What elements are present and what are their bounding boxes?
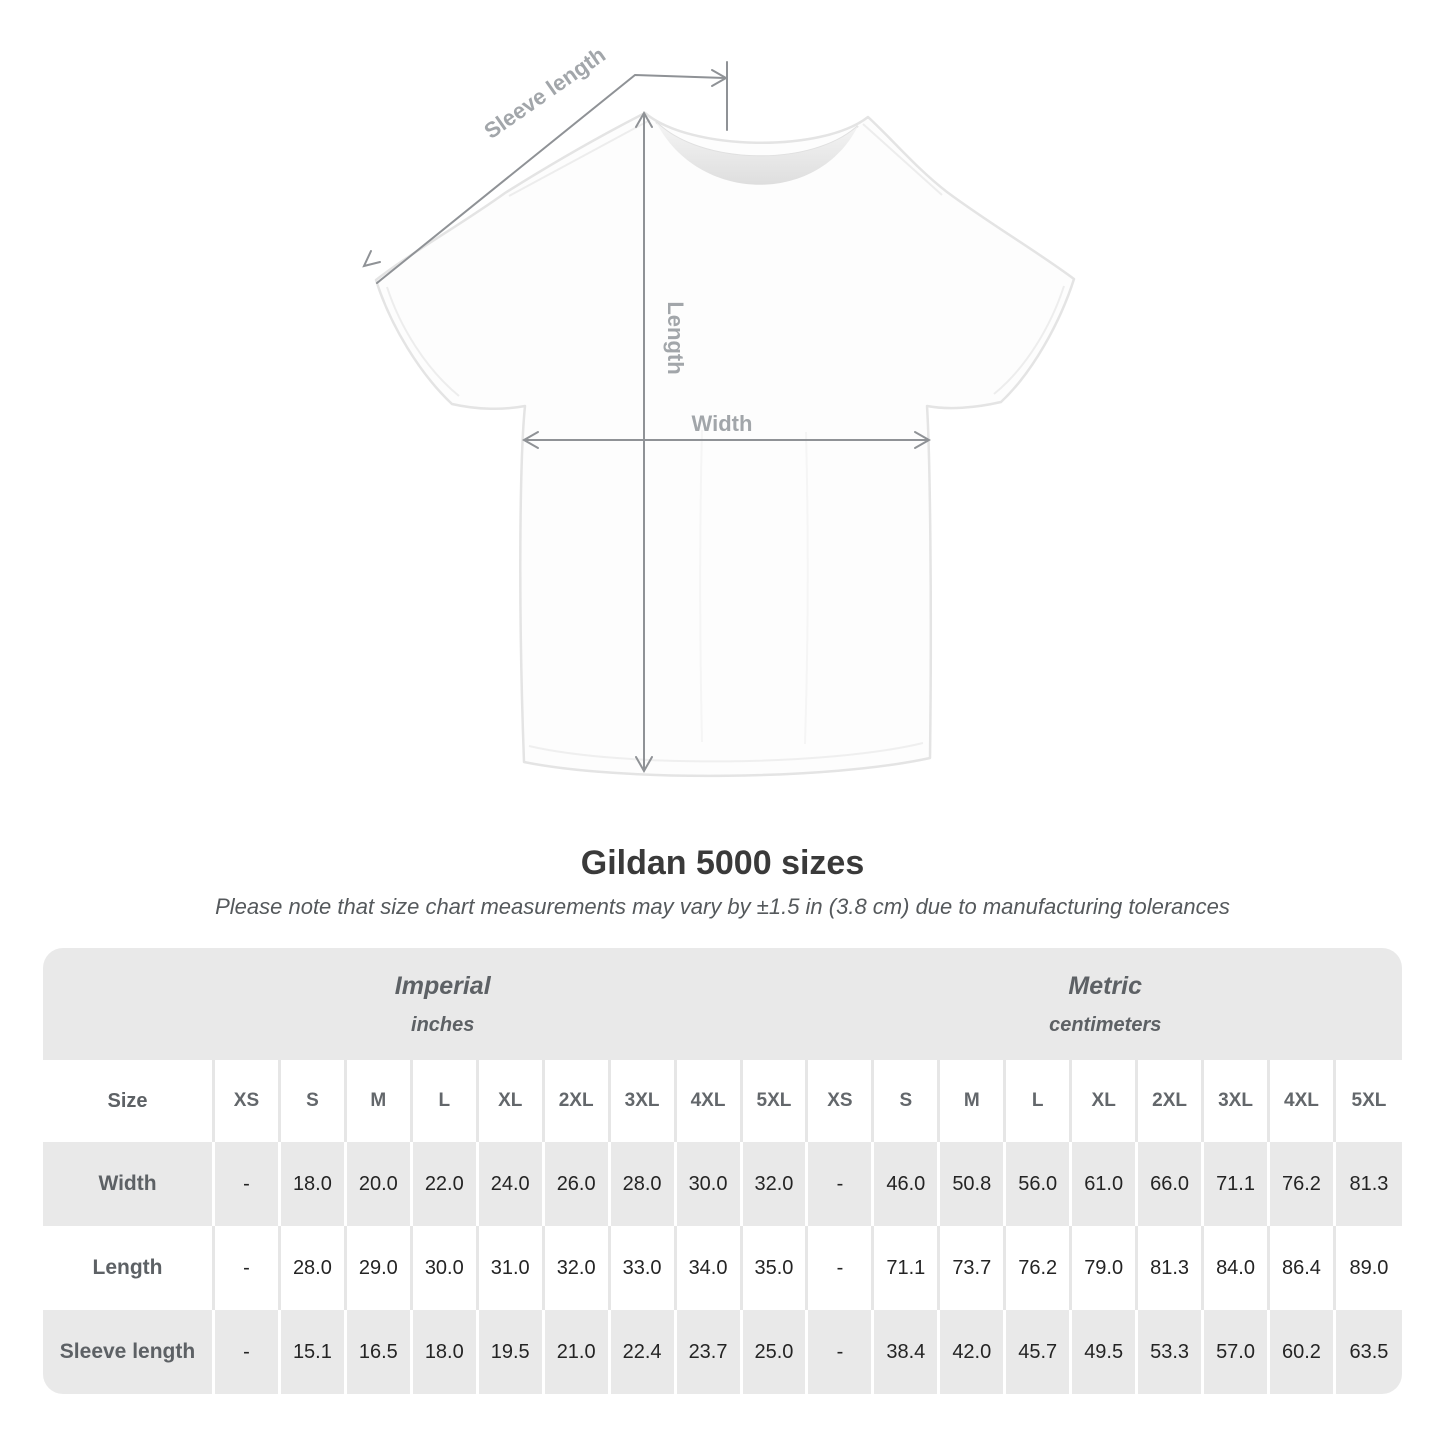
metric-unit-label: centimeters bbox=[1049, 1013, 1162, 1036]
value-cell: 32.0 bbox=[545, 1226, 611, 1310]
value-cell: 26.0 bbox=[545, 1142, 611, 1226]
value-cell: 35.0 bbox=[743, 1226, 809, 1310]
row-label-sleeve-length: Sleeve length bbox=[43, 1310, 215, 1394]
value-cell: 81.3 bbox=[1336, 1142, 1402, 1226]
value-cell: 50.8 bbox=[940, 1142, 1006, 1226]
value-cell: - bbox=[808, 1226, 874, 1310]
value-cell: 28.0 bbox=[281, 1226, 347, 1310]
value-cell: 23.7 bbox=[677, 1310, 743, 1394]
size-col-header-imperial: L bbox=[413, 1060, 479, 1142]
value-cell: 33.0 bbox=[611, 1226, 677, 1310]
tshirt-illustration bbox=[376, 113, 1074, 776]
value-cell: 25.0 bbox=[743, 1310, 809, 1394]
size-col-header-imperial: XL bbox=[479, 1060, 545, 1142]
heading bbox=[0, 843, 1445, 920]
value-cell: 32.0 bbox=[743, 1142, 809, 1226]
value-cell: 21.0 bbox=[545, 1310, 611, 1394]
value-cell: 63.5 bbox=[1336, 1310, 1402, 1394]
size-col-header-metric: XL bbox=[1072, 1060, 1138, 1142]
unit-section-row bbox=[43, 948, 1402, 1060]
value-cell: 45.7 bbox=[1006, 1310, 1072, 1394]
value-cell: 31.0 bbox=[479, 1226, 545, 1310]
value-cell: 22.4 bbox=[611, 1310, 677, 1394]
value-cell: 71.1 bbox=[874, 1226, 940, 1310]
size-col-header-metric: 3XL bbox=[1204, 1060, 1270, 1142]
length-label: Length bbox=[663, 301, 688, 375]
size-col-header-metric: 4XL bbox=[1270, 1060, 1336, 1142]
value-cell: 19.5 bbox=[479, 1310, 545, 1394]
value-cell: - bbox=[215, 1310, 281, 1394]
value-cell: 34.0 bbox=[677, 1226, 743, 1310]
size-col-header-imperial: 2XL bbox=[545, 1060, 611, 1142]
value-cell: 76.2 bbox=[1006, 1226, 1072, 1310]
size-col-header-imperial: S bbox=[281, 1060, 347, 1142]
table-row-length bbox=[43, 1226, 1402, 1310]
size-col-header-metric: S bbox=[874, 1060, 940, 1142]
size-col-header-imperial: 4XL bbox=[677, 1060, 743, 1142]
value-cell: 81.3 bbox=[1138, 1226, 1204, 1310]
table-row-width bbox=[43, 1142, 1402, 1226]
value-cell: 73.7 bbox=[940, 1226, 1006, 1310]
value-cell: 66.0 bbox=[1138, 1142, 1204, 1226]
table-row-sleeve-length bbox=[43, 1310, 1402, 1394]
value-cell: 53.3 bbox=[1138, 1310, 1204, 1394]
metric-section-header bbox=[808, 948, 1402, 1060]
value-cell: - bbox=[808, 1142, 874, 1226]
value-cell: 49.5 bbox=[1072, 1310, 1138, 1394]
size-col-header-imperial: 3XL bbox=[611, 1060, 677, 1142]
value-cell: 61.0 bbox=[1072, 1142, 1138, 1226]
row-label-width: Width bbox=[43, 1142, 215, 1226]
row-label-length: Length bbox=[43, 1226, 215, 1310]
size-col-header-metric: M bbox=[940, 1060, 1006, 1142]
value-cell: 29.0 bbox=[347, 1226, 413, 1310]
value-cell: 18.0 bbox=[281, 1142, 347, 1226]
value-cell: 79.0 bbox=[1072, 1226, 1138, 1310]
page-title: Gildan 5000 sizes bbox=[580, 844, 865, 882]
value-cell: 24.0 bbox=[479, 1142, 545, 1226]
imperial-section-title: Imperial bbox=[394, 971, 491, 1000]
value-cell: 56.0 bbox=[1006, 1142, 1072, 1226]
size-header-row bbox=[43, 1060, 1402, 1142]
imperial-unit-label: inches bbox=[411, 1013, 475, 1036]
size-col-header-imperial: 5XL bbox=[743, 1060, 809, 1142]
imperial-section-header bbox=[43, 948, 808, 1060]
value-cell: 30.0 bbox=[413, 1226, 479, 1310]
size-col-header-metric: 5XL bbox=[1336, 1060, 1402, 1142]
size-col-header-metric: L bbox=[1006, 1060, 1072, 1142]
size-chart bbox=[43, 948, 1402, 1394]
size-col-header-metric: XS bbox=[808, 1060, 874, 1142]
value-cell: 46.0 bbox=[874, 1142, 940, 1226]
value-cell: 30.0 bbox=[677, 1142, 743, 1226]
size-corner-header: Size bbox=[43, 1060, 215, 1142]
size-chart-table bbox=[43, 948, 1402, 1394]
value-cell: - bbox=[808, 1310, 874, 1394]
value-cell: 18.0 bbox=[413, 1310, 479, 1394]
sleeve-length-label: Sleeve length bbox=[479, 41, 610, 144]
tolerance-note: Please note that size chart measurements may vary by ±1.5 in (3.8 cm) due to manufacturing tolerances bbox=[215, 893, 1230, 919]
value-cell: 57.0 bbox=[1204, 1310, 1270, 1394]
value-cell: 84.0 bbox=[1204, 1226, 1270, 1310]
value-cell: 42.0 bbox=[940, 1310, 1006, 1394]
value-cell: 28.0 bbox=[611, 1142, 677, 1226]
value-cell: 86.4 bbox=[1270, 1226, 1336, 1310]
value-cell: 89.0 bbox=[1336, 1226, 1402, 1310]
value-cell: 16.5 bbox=[347, 1310, 413, 1394]
value-cell: 20.0 bbox=[347, 1142, 413, 1226]
value-cell: 60.2 bbox=[1270, 1310, 1336, 1394]
value-cell: - bbox=[215, 1142, 281, 1226]
width-label: Width bbox=[691, 411, 753, 436]
value-cell: 71.1 bbox=[1204, 1142, 1270, 1226]
size-col-header-imperial: XS bbox=[215, 1060, 281, 1142]
value-cell: 76.2 bbox=[1270, 1142, 1336, 1226]
metric-section-title: Metric bbox=[1068, 971, 1143, 1000]
value-cell: 15.1 bbox=[281, 1310, 347, 1394]
value-cell: 38.4 bbox=[874, 1310, 940, 1394]
size-col-header-imperial: M bbox=[347, 1060, 413, 1142]
size-col-header-metric: 2XL bbox=[1138, 1060, 1204, 1142]
value-cell: 22.0 bbox=[413, 1142, 479, 1226]
value-cell: - bbox=[215, 1226, 281, 1310]
